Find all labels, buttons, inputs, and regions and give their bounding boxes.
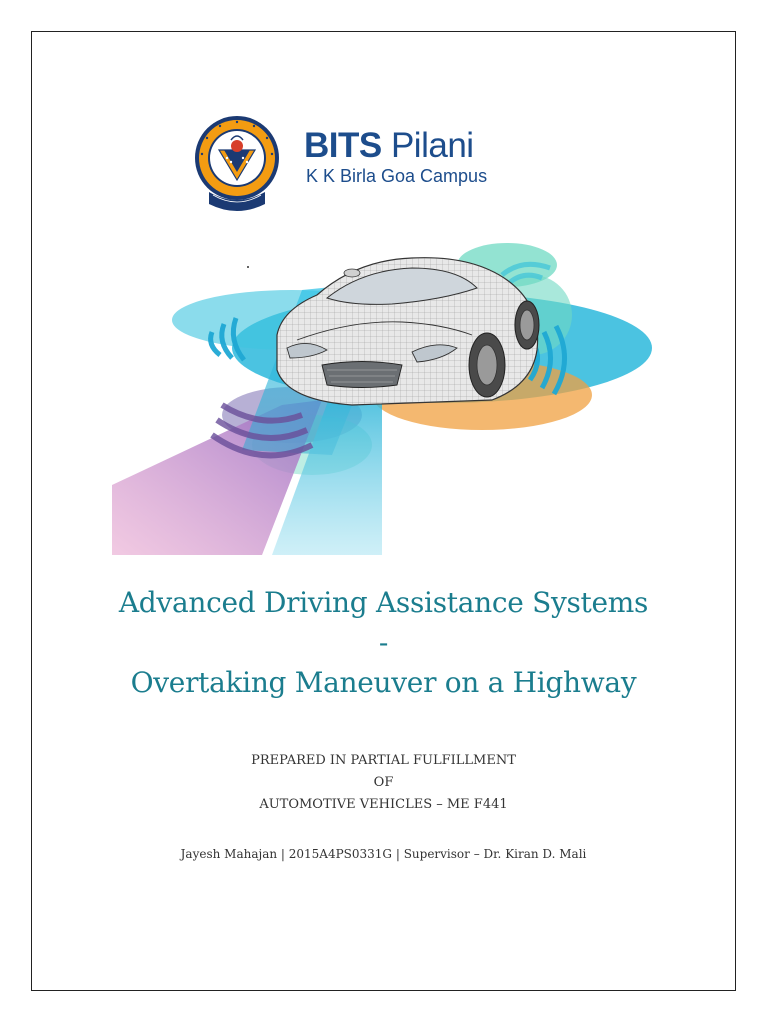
car-sensor-illustration	[112, 240, 656, 555]
preparation-line-2: OF	[373, 775, 394, 790]
brand-wordmark	[304, 128, 487, 185]
author-details: Jayesh Mahajan | 2015A4PS0331G | Supervisor – Dr. Kiran D. Mali	[180, 847, 587, 861]
preparation-line-1: PREPARED IN PARTIAL FULFILLMENT	[251, 753, 516, 768]
title-separator: -	[378, 626, 389, 659]
car-wireframe	[277, 258, 539, 405]
brand-name-bold: BITS	[304, 126, 382, 165]
bits-seal-icon	[195, 116, 279, 211]
brand-name-regular: Pilani	[381, 126, 474, 165]
title-line-2: Overtaking Maneuver on a Highway	[130, 666, 637, 699]
preparation-line-3: AUTOMOTIVE VEHICLES – ME F441	[259, 797, 508, 812]
preparation-statement	[31, 750, 736, 816]
stray-mark	[247, 266, 249, 268]
brand-name	[304, 128, 487, 163]
report-title	[31, 583, 736, 703]
title-line-1: Advanced Driving Assistance Systems	[118, 586, 649, 619]
campus-name: K K Birla Goa Campus	[306, 166, 488, 186]
